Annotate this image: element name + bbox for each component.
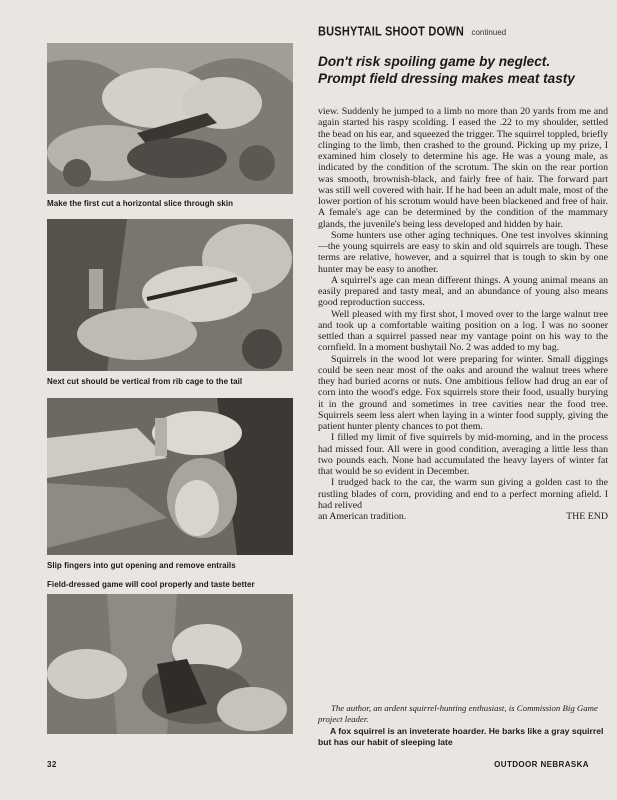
photo-field-dressed [47, 594, 293, 734]
end-mark: THE END [566, 511, 608, 522]
photo-remove-entrails [47, 398, 293, 555]
article-body [318, 106, 608, 522]
caption-3: Slip fingers into gut opening and remove entrails [47, 561, 236, 570]
headline [318, 53, 608, 87]
caption-1: Make the first cut a horizontal slice through skin [47, 199, 234, 208]
photo-first-cut [47, 43, 293, 194]
continued-label: continued [471, 28, 507, 37]
running-header [318, 22, 506, 40]
teaser-text: A fox squirrel is an inveterate hoarder. He barks like a gray squirrel but has our habit of sleeping late [318, 726, 604, 747]
caption-2: Next cut should be vertical from rib cage to the tail [47, 377, 243, 386]
last-line: an American tradition. [318, 511, 407, 522]
magazine-name: OUTDOOR NEBRASKA [494, 760, 589, 769]
paragraph-1: view. Suddenly he jumped to a limb no more than 20 yards from me and again started his raspy scolding. I eased the .22 to my shoulder, settled the bead on his ear, and squeezed the trigger. The squirrel toppled, briefly clinging to the limb, then crashed to the ground. Picking up my prize, I examined him closely to determine his age. He was a young male, as indicated by the condition of the scrotum. The skin on the rear portion was smooth, brownish-black, and fairly free of hair. The forward part was still well covered with hair. If he had been an adult male, most of the lower portion of his scrotum would have been blackened and free of hair. A female's age can be determined by the condition of the mammary glands, the juvenile's being less developed and hidden by hair. [318, 106, 608, 230]
headline-line-2: Prompt field dressing makes meat tasty [318, 71, 575, 86]
caption-4: Field-dressed game will cool properly and taste better [47, 580, 255, 589]
page-number: 32 [47, 760, 57, 769]
series-title: BUSHYTAIL SHOOT DOWN [318, 25, 464, 39]
photo-vertical-cut [47, 219, 293, 371]
headline-line-1: Don't risk spoiling game by neglect. [318, 54, 551, 69]
paragraph-6: I filled my limit of five squirrels by mid-morning, and in the process had missed four. All were in good condition, averaging a little less than two pounds each. None had accumulated the heavy layers of winter fat that would be so evident in December. [318, 432, 608, 477]
author-credit: The author, an ardent squirrel-hunting enthusiast, is Commission Big Game project leader. [318, 703, 598, 724]
paragraph-7: I trudged back to the car, the warm sun giving a golden cast to the rustling blades of corn, providing and end to a perfect morning afield. I had relived [318, 477, 608, 511]
paragraph-2: Some hunters use other aging techniques. One test involves skinning—the young squirrels are easy to skin and old squirrels are tough. These terms are relative, however, and a squirrel that is tough to skin by one hunter may be easy to another. [318, 229, 608, 275]
paragraph-4: Well pleased with my first shot, I moved over to the large walnut tree and took up a comfortable waiting position on a log. I was no sooner settled than a squirrel passed near my vantage point on his way to the cornfield. In a moment bushytail No. 2 was added to my bag. [318, 308, 608, 354]
closing-line [318, 511, 608, 522]
paragraph-3: A squirrel's age can mean different things. A young animal means an easily prepared and tasty meal, and an abundance of young also means good reproduction success. [318, 274, 608, 309]
paragraph-5: Squirrels in the wood lot were preparing for winter. Small diggings could be seen near most of the oaks and around the walnut trees where they had buried acorns or nuts. One ambitious fellow had drug an ear of corn into the wood's edge. Fox squirrels store their food, usually burying it in the ground and sometimes in tree cavities near the food tree. Squirrels seem less alert when laying in a winter food supply, giving the patient hunter plenty chances to pot them. [318, 353, 608, 432]
